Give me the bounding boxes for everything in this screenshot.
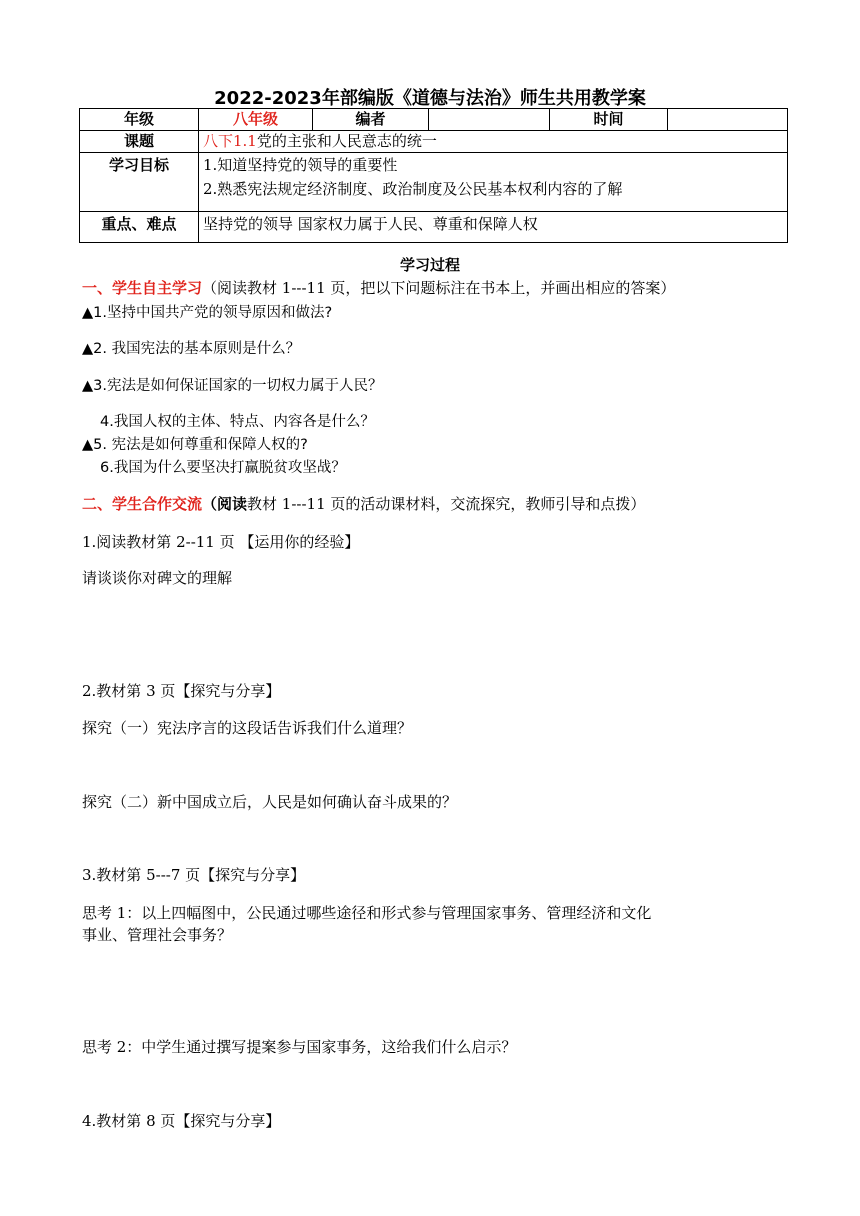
section1-header <box>82 277 675 298</box>
time-value <box>668 109 788 131</box>
activity-item: 思考 2：中学生通过撰写提案参与国家事务，这给我们什么启示？ <box>82 1038 517 1056</box>
goals-label: 学习目标 <box>80 153 199 212</box>
activity-item: 事业、管理社会事务？ <box>82 926 233 944</box>
author-label: 编者 <box>313 109 429 131</box>
goal-item: 2.熟悉宪法规定经济制度、政治制度及公民基本权利内容的了解 <box>203 180 623 198</box>
activity-item: 3.教材第 5---7 页【探究与分享】 <box>82 866 306 884</box>
author-value <box>429 109 550 131</box>
activity-item: 1.阅读教材第 2--11 页 【运用你的经验】 <box>82 533 360 551</box>
key-text: 坚持党的领导 国家权力属于人民、尊重和保障人权 <box>199 212 788 243</box>
section2-heading: 二、学生合作交流 <box>82 495 203 513</box>
activity-item: 思考 1：以上四幅图中，公民通过哪些途径和形式参与管理国家事务、管理经济和文化 <box>82 904 652 922</box>
question-item: 4.我国人权的主体、特点、内容各是什么？ <box>100 414 375 430</box>
question-item: ▲5. 宪法是如何尊重和保障人权的? <box>82 437 308 453</box>
key-label: 重点、难点 <box>80 212 199 243</box>
section1-note: （阅读教材 1---11 页，把以下问题标注在书本上，并画出相应的答案） <box>202 279 676 297</box>
page-title: 2022-2023年部编版《道德与法治》师生共用教学案 <box>214 88 646 109</box>
activity-item: 2.教材第 3 页【探究与分享】 <box>82 682 281 700</box>
question-item: ▲2. 我国宪法的基本原则是什么？ <box>82 341 301 357</box>
topic-prefix: 八下1.1 <box>203 132 257 150</box>
question-item: ▲3.宪法是如何保证国家的一切权力属于人民？ <box>82 378 383 394</box>
question-item: 6.我国为什么要坚决打赢脱贫攻坚战？ <box>100 460 346 476</box>
section1-heading: 一、学生自主学习 <box>82 279 203 297</box>
grade-label: 年级 <box>80 109 199 131</box>
goal-item: 1.知道坚持党的领导的重要性 <box>203 156 398 174</box>
activity-item: 探究（一）宪法序言的这段话告诉我们什么道理？ <box>82 719 413 737</box>
info-table <box>79 108 788 243</box>
topic-text: 党的主张和人民意志的统一 <box>256 132 437 150</box>
topic-label: 课题 <box>80 131 199 153</box>
activity-item: 请谈谈你对碑文的理解 <box>82 569 233 587</box>
section2-note: 教材 1---11 页的活动课材料，交流探究，教师引导和点拨） <box>247 495 646 513</box>
time-label: 时间 <box>550 109 668 131</box>
grade-value: 八年级 <box>199 109 313 131</box>
question-item: ▲1.坚持中国共产党的领导原因和做法? <box>82 305 333 321</box>
section2-note-bold: （阅读 <box>202 495 248 513</box>
goals-cell <box>199 153 788 212</box>
process-title: 学习过程 <box>399 256 460 274</box>
activity-item: 探究（二）新中国成立后，人民是如何确认奋斗成果的？ <box>82 793 458 811</box>
topic-cell <box>199 131 788 153</box>
activity-item: 4.教材第 8 页【探究与分享】 <box>82 1112 281 1130</box>
section2-header <box>82 493 645 514</box>
